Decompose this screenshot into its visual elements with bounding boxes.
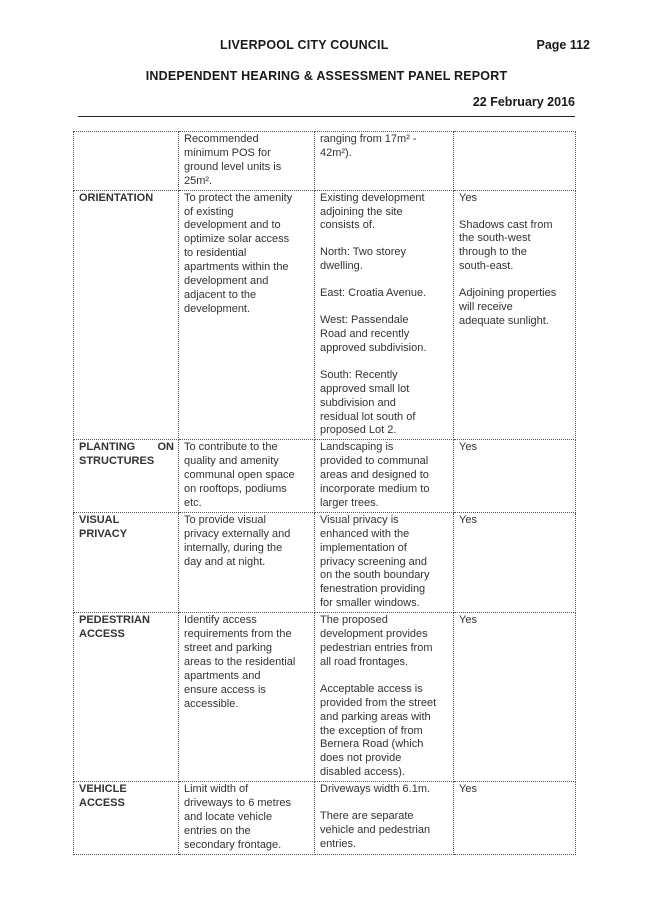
text-line: dwelling. — [320, 260, 363, 273]
text-line: requirements from the — [184, 628, 292, 641]
cell-text — [184, 614, 310, 711]
text-line: Recommended — [184, 133, 259, 145]
proposal-cell — [315, 782, 454, 855]
compliance-text — [459, 441, 571, 455]
compliance-cell — [454, 512, 576, 612]
text-line: STRUCTURES — [79, 455, 155, 468]
text-line: south-east. — [459, 260, 514, 273]
objective-cell — [179, 440, 315, 513]
cell-text — [320, 369, 449, 439]
text-line: privacy externally and — [184, 527, 291, 540]
table-row — [74, 440, 576, 513]
text-line: adequate sunlight. — [459, 314, 549, 327]
compliance-text — [459, 287, 571, 329]
text-line: implementation of — [320, 541, 407, 554]
table-row — [74, 190, 576, 440]
text-line: day and at night. — [184, 555, 266, 568]
text-line: apartments and — [184, 669, 261, 682]
text-line: secondary frontage. — [184, 838, 282, 851]
text-line: Acceptable access is — [320, 682, 423, 695]
objective-cell — [179, 512, 315, 612]
cell-text — [320, 441, 449, 511]
text-line: development and — [184, 275, 269, 288]
cell-text — [320, 783, 449, 797]
text-line: VEHICLE — [79, 783, 127, 796]
text-line: quality and amenity — [184, 455, 279, 468]
text-line: does not provide — [320, 752, 402, 765]
compliance-text — [459, 783, 571, 797]
compliance-text — [459, 514, 571, 528]
text-line: pedestrian entries from — [320, 642, 433, 654]
text-line: North: Two storey — [320, 246, 406, 259]
text-line: driveways to 6 metres — [184, 797, 291, 810]
compliance-table — [73, 131, 576, 855]
text-line: residual lot south of — [320, 410, 416, 423]
criterion-label — [79, 441, 174, 469]
criterion-cell — [74, 190, 179, 440]
criterion-label — [79, 783, 174, 811]
text-line: vehicle and pedestrian — [320, 823, 431, 836]
header-rule — [78, 116, 575, 117]
text-line: on rooftops, podiums — [184, 483, 287, 496]
text-line: VISUAL — [79, 513, 120, 526]
text-line: Road and recently — [320, 327, 410, 340]
text-line: Yes — [459, 441, 477, 454]
text-line: East: Croatia Avenue. — [320, 287, 427, 300]
text-line: To protect the amenity — [184, 191, 293, 204]
criterion-label — [79, 192, 174, 206]
text-line: apartments within the — [184, 261, 289, 274]
text-line: areas and designed to — [320, 469, 429, 482]
text-line: PRIVACY — [79, 527, 128, 540]
compliance-text — [459, 219, 571, 275]
text-line: approved subdivision. — [320, 341, 427, 354]
text-line: Yes — [459, 783, 477, 796]
cell-text — [320, 614, 449, 670]
text-line: areas to the residential — [184, 655, 296, 668]
criterion-cell — [74, 512, 179, 612]
text-line: the south-west — [459, 232, 531, 245]
text-line: optimize solar access — [184, 233, 290, 246]
text-line: street and parking — [184, 642, 273, 654]
text-line: ground level units is — [184, 160, 282, 173]
text-line: development provides — [320, 628, 428, 641]
compliance-cell — [454, 440, 576, 513]
cell-text — [184, 783, 310, 853]
cell-text — [184, 441, 310, 511]
text-line: incorporate medium to — [320, 483, 430, 496]
cell-text — [320, 810, 449, 852]
objective-cell — [179, 132, 315, 191]
council-name: LIVERPOOL CITY COUNCIL — [220, 38, 389, 52]
criterion-cell — [74, 782, 179, 855]
text-line: all road frontages. — [320, 655, 409, 668]
text-line: minimum POS for — [184, 146, 271, 159]
report-date: 22 February 2016 — [472, 95, 575, 109]
criterion-cell — [74, 613, 179, 782]
criterion-cell — [74, 440, 179, 513]
text-line: To contribute to the — [184, 441, 278, 454]
compliance-cell — [454, 190, 576, 440]
text-line: Adjoining properties — [459, 287, 557, 300]
proposal-cell — [315, 190, 454, 440]
text-line: 42m²). — [320, 146, 352, 159]
text-line: proposed Lot 2. — [320, 424, 397, 437]
cell-text — [320, 314, 449, 356]
text-line: Existing development — [320, 191, 425, 204]
text-line: South: Recently — [320, 368, 398, 381]
cell-text — [184, 192, 310, 317]
text-line: To provide visual — [184, 513, 266, 526]
table-row — [74, 782, 576, 855]
text-line: Yes — [459, 513, 477, 526]
cell-text — [184, 133, 310, 189]
text-line: the exception of from — [320, 724, 423, 737]
text-line: fenestration providing — [320, 583, 426, 596]
text-line: adjoining the site — [320, 205, 403, 218]
text-line: Bernera Road (which — [320, 738, 424, 751]
text-line: ORIENTATION — [79, 191, 154, 204]
text-line: Driveways width 6.1m. — [320, 783, 431, 796]
text-line: entries. — [320, 837, 357, 850]
text-line: and parking areas with — [320, 710, 431, 723]
text-line: etc. — [184, 496, 202, 509]
text-line: adjacent to the — [184, 288, 257, 301]
text-line: communal open space — [184, 469, 295, 482]
cell-text — [320, 287, 449, 301]
text-line: Shadows cast from — [459, 218, 553, 231]
text-line: approved small lot — [320, 382, 410, 395]
text-line: provided from the street — [320, 696, 437, 709]
text-line: on the south boundary — [320, 569, 430, 582]
text-line: subdivision and — [320, 396, 396, 409]
text-line: ACCESS — [79, 628, 125, 641]
text-line: Visual privacy is — [320, 513, 399, 526]
compliance-cell — [454, 613, 576, 782]
cell-text — [320, 683, 449, 780]
text-line: privacy screening and — [320, 555, 428, 568]
proposal-cell — [315, 132, 454, 191]
text-line: ACCESS — [79, 797, 125, 810]
table-row — [74, 132, 576, 191]
criterion-label — [79, 614, 174, 642]
text-line: and locate vehicle — [184, 810, 273, 823]
text-line: PEDESTRIAN — [79, 614, 150, 627]
compliance-cell — [454, 782, 576, 855]
text-line: West: Passendale — [320, 314, 409, 327]
objective-cell — [179, 613, 315, 782]
proposal-cell — [315, 613, 454, 782]
table-row — [74, 512, 576, 612]
text-line: ranging from 17m² - — [320, 133, 417, 145]
criterion-label — [79, 514, 174, 542]
text-line: entries on the — [184, 824, 251, 837]
proposal-cell — [315, 440, 454, 513]
text-line: Landscaping is — [320, 441, 394, 454]
cell-text — [320, 133, 449, 161]
text-line: disabled access). — [320, 766, 405, 779]
table-row — [74, 613, 576, 782]
text-line: Yes — [459, 614, 477, 627]
objective-cell — [179, 190, 315, 440]
text-line: development. — [184, 302, 251, 315]
text-line: Identify access — [184, 614, 257, 627]
text-line: larger trees. — [320, 496, 379, 509]
compliance-cell — [454, 132, 576, 191]
text-line: of existing — [184, 205, 234, 218]
text-line: through to the — [459, 246, 527, 259]
text-line: The proposed — [320, 614, 388, 627]
cell-text — [320, 246, 449, 274]
proposal-cell — [315, 512, 454, 612]
text-line: There are separate — [320, 810, 414, 823]
text-line: enhanced with the — [320, 527, 410, 540]
text-line: PLANTING ON — [79, 441, 174, 454]
text-line: development and to — [184, 219, 281, 232]
page-number: Page 112 — [536, 38, 590, 52]
text-line: to residential — [184, 247, 247, 260]
report-title: INDEPENDENT HEARING & ASSESSMENT PANEL REPORT — [145, 69, 508, 83]
cell-text — [320, 514, 449, 611]
criterion-cell — [74, 132, 179, 191]
compliance-text — [459, 614, 571, 628]
text-line: will receive — [459, 301, 513, 314]
compliance-text — [459, 192, 571, 206]
cell-text — [184, 514, 310, 570]
objective-cell — [179, 782, 315, 855]
text-line: provided to communal — [320, 455, 429, 468]
text-line: Limit width of — [184, 783, 249, 796]
text-line: consists of. — [320, 219, 376, 232]
cell-text — [320, 192, 449, 234]
text-line: ensure access is — [184, 683, 266, 696]
text-line: Yes — [459, 191, 477, 204]
text-line: accessible. — [184, 697, 239, 710]
text-line: 25m². — [184, 174, 213, 187]
text-line: for smaller windows. — [320, 597, 420, 610]
text-line: internally, during the — [184, 541, 283, 554]
